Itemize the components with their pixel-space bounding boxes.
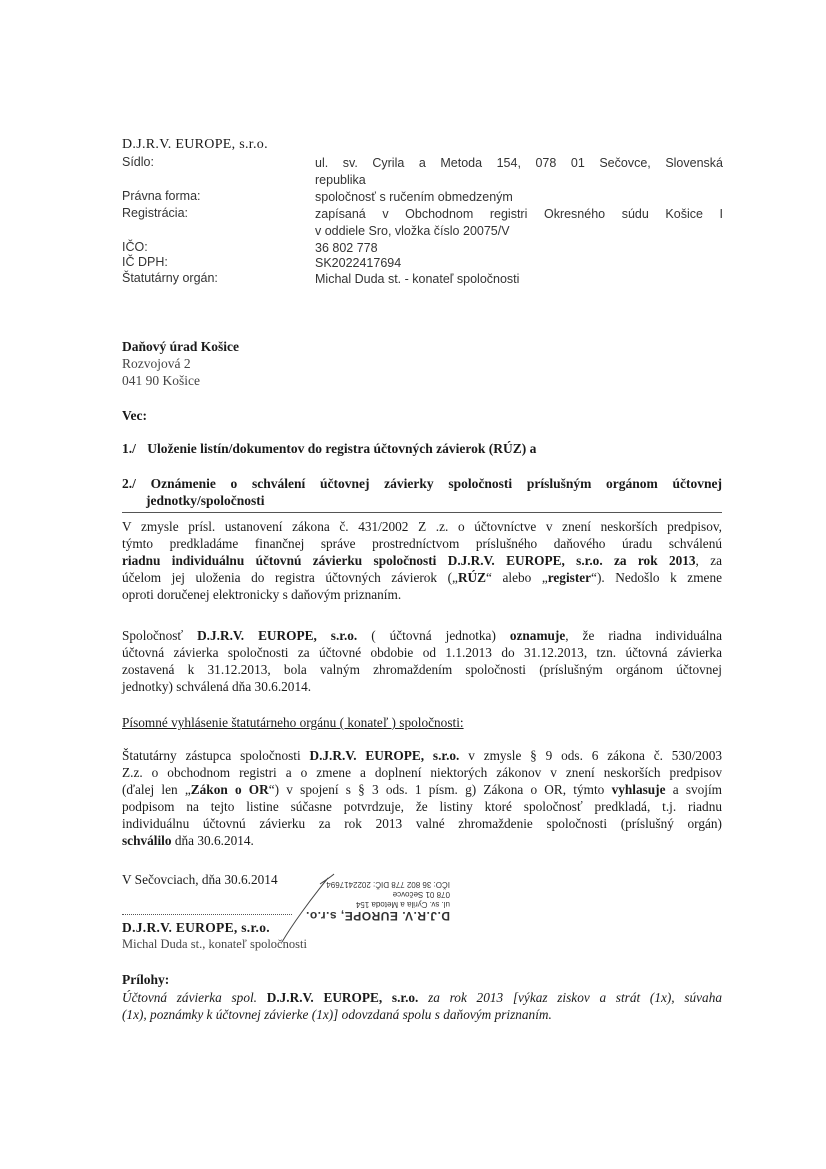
attachments-heading: Prílohy: [122, 972, 170, 987]
p3-line6-b: dňa 30.6.2014. [174, 833, 254, 848]
p3-line6-schvalilo: schválilo [122, 833, 172, 848]
p1-line5: oproti doručenej elektronicky s daňovým priznaním. [122, 587, 402, 602]
attachments-text [122, 989, 722, 1023]
p1-line3-end: , za [695, 553, 723, 568]
value-statutarny-organ: Michal Duda st. - konateľ spoločnosti [315, 272, 520, 286]
p3-line5: individuálnu účtovnú závierku za rok 2013 valné zhromaždenie spoločnosti (príslušný orgán) [122, 816, 722, 831]
value-pravna-forma: spoločnosť s ručením obmedzeným [315, 190, 513, 204]
label-statutarny-organ: Štatutárny orgán: [122, 271, 218, 285]
p3-line3-a: (ďalej len „ [122, 782, 191, 797]
signature-company: D.J.R.V. EUROPE, s.r.o. [122, 920, 270, 935]
subject-item-2-line2: jednotky/spoločnosti [146, 493, 265, 508]
attachments-line1 [122, 989, 722, 1006]
p1-line3-bold-a: riadnu individuálnu účtovnú závierku spoločnosti [122, 553, 437, 568]
stamp-company: D.J.R.V. EUROPE, s.r.o. [305, 909, 450, 923]
p2-line3: zostavená k 31.12.2013, bola valným zhromaždením spoločnosti (príslušným orgánom účtovnej [122, 662, 722, 677]
label-registracia: Registrácia: [122, 206, 188, 220]
value-registracia-line2: v oddiele Sro, vložka číslo 20075/V [315, 224, 510, 238]
subject-item-2-text-line1: Oznámenie o schválení účtovnej závierky spoločnosti príslušným orgánom účtovnej [150, 476, 723, 491]
recipient-city: 041 90 Košice [122, 373, 200, 388]
p3-line4: podpisom na tejto listine súčasne potvrdzuje, že listiny ktoré spoločnosť predkladá, t.j. riadnu [122, 799, 722, 814]
recipient-street: Rozvojová 2 [122, 356, 191, 371]
p1-line3 [122, 552, 722, 569]
p3-line1-a: Štatutárny zástupca spoločnosti [122, 748, 301, 763]
p1-line4-e: “). Nedošlo k zmene [591, 570, 723, 585]
p2-line1 [122, 627, 722, 644]
attachments-line1-c: za rok 2013 [výkaz ziskov a strát (1x), súvaha [428, 990, 723, 1005]
value-registracia-line1: zapísaná v Obchodnom registri Okresného súdu Košice I [315, 207, 723, 221]
company-name: D.J.R.V. EUROPE, s.r.o. [122, 137, 268, 152]
p1-line4-a: účelom jej uloženia do registra účtovných závierok („ [122, 570, 458, 585]
label-ic-dph: IČ DPH: [122, 255, 168, 269]
p2-line1-oznamuje: oznamuje [509, 628, 566, 643]
label-sidlo: Sídlo: [122, 155, 154, 169]
subject-item-2 [122, 475, 722, 509]
p1-line4-register: register [547, 570, 592, 585]
p3-line1-c: v zmysle § 9 ods. 6 zákona č. 530/2003 [468, 748, 722, 763]
paragraph-3 [122, 747, 722, 849]
subject-item-2-line1 [122, 475, 722, 492]
subject-item-1-text: Uloženie listín/dokumentov do registra účtovných závierok (RÚZ) a [147, 441, 537, 456]
p3-line1 [122, 747, 722, 764]
p3-line2: Z.z. o obchodnom registri a o zmene a doplnení niektorých zákonov v znení neskorších predpisov [122, 765, 722, 780]
paragraph-1 [122, 518, 722, 603]
attachments-line1-company: D.J.R.V. EUROPE, s.r.o. [266, 990, 419, 1005]
subject-item-1 [122, 440, 722, 457]
p3-line3-vyhlasuje: vyhlasuje [611, 782, 666, 797]
p1-line4-ruz: RÚZ [457, 570, 487, 585]
declaration-heading: Písomné vyhlásenie štatutárneho orgánu ( konateľ ) spoločnosti: [122, 715, 464, 730]
p1-line3-bold-b: D.J.R.V. EUROPE, s.r.o. za rok 2013 [447, 553, 696, 568]
p1-line1: V zmysle prísl. ustanovení zákona č. 431/2002 Z .z. o účtovníctve v znení neskorších predpisov, [122, 519, 722, 534]
subject-divider [122, 512, 722, 513]
recipient-name: Daňový úrad Košice [122, 339, 240, 354]
signature-person: Michal Duda st., konateľ spoločnosti [122, 937, 307, 951]
p2-line4: jednotky) schválená dňa 30.6.2014. [122, 679, 312, 694]
stamp-line1: ul. sv. Cyrila a Metoda 154 [355, 900, 450, 909]
place-date: V Sečovciach, dňa 30.6.2014 [122, 872, 278, 887]
p2-line1-c: ( účtovná jednotka) [371, 628, 496, 643]
p3-line3 [122, 781, 722, 798]
p2-line1-e: , že riadna individuálna [565, 628, 722, 643]
p3-line1-company: D.J.R.V. EUROPE, s.r.o. [309, 748, 460, 763]
subject-item-1-number: 1./ [122, 441, 136, 456]
stamp-line2: 078 01 Sečovce [392, 890, 450, 899]
value-sidlo-line2: republika [315, 173, 366, 187]
p2-line1-company: D.J.R.V. EUROPE, s.r.o. [197, 628, 358, 643]
subject-item-2-number: 2./ [122, 476, 136, 491]
value-sidlo-line1: ul. sv. Cyrila a Metoda 154, 078 01 Sečovce, Slovenská [315, 156, 723, 170]
subject-label: Vec: [122, 408, 147, 423]
p3-line3-zakon: Zákon o OR [190, 782, 269, 797]
p1-line4 [122, 569, 722, 586]
label-pravna-forma: Právna forma: [122, 189, 201, 203]
stamp-line3: IČO: 36 802 778 DIČ: 2022417694 [326, 880, 450, 889]
paragraph-2 [122, 627, 722, 695]
signature-line [122, 914, 292, 915]
p2-line2: účtovná závierka spoločnosti za účtovné obdobie od 1.1.2013 do 31.12.2013, tzn. účtovná závierka [122, 645, 722, 660]
p3-line6 [122, 832, 722, 849]
p1-line4-c: “ alebo „ [486, 570, 548, 585]
p2-line1-a: Spoločnosť [122, 628, 184, 643]
p3-line3-c: “) v spojení s § 3 ods. 1 písm. g) Zákona o OR, týmto [268, 782, 605, 797]
attachments-line2: (1x), poznámky k účtovnej závierke (1x)] odovzdaná spolu s daňovým priznaním. [122, 1007, 552, 1022]
label-ico: IČO: [122, 240, 148, 254]
value-ic-dph: SK2022417694 [315, 256, 402, 270]
p3-line3-e: a svojím [672, 782, 723, 797]
p1-line2: týmto predkladáme finančnej správe prostredníctvom príslušného daňového úradu schválenú [122, 536, 722, 551]
attachments-line1-a: Účtovná závierka spol. [122, 990, 257, 1005]
value-ico: 36 802 778 [315, 241, 378, 255]
